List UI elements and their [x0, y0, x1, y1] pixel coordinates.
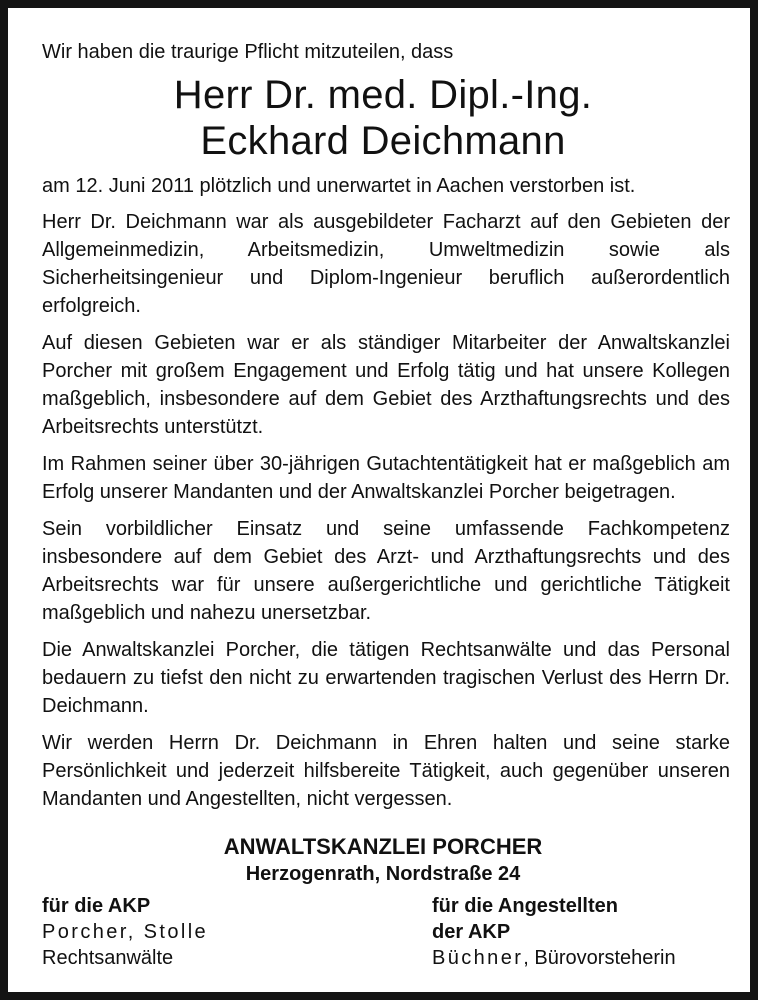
paragraph-collaboration: Auf diesen Gebieten war er als ständiger Mitarbeiter der Anwaltskanzlei Porcher mit großem Engagement und Erfolg tätig und hat unsere Kollegen maßgeblich, insbesondere auf dem Gebiet des Arzthaftungsrechts und des Arbeitsrechts unterstützt.: [42, 332, 730, 438]
paragraph-condolence: Die Anwaltskanzlei Porcher, die tätigen Rechtsanwälte und das Personal bedauern zu tiefst den nicht zu erwartenden tragischen Verlust des Herrn Dr. Deichmann.: [42, 639, 730, 717]
signature-right-line: [432, 945, 676, 971]
deceased-name-line: Eckhard Deichmann: [200, 119, 566, 163]
intro-text: Wir haben die traurige Pflicht mitzuteilen, dass: [42, 41, 454, 63]
paragraph-remembrance: Wir werden Herrn Dr. Deichmann in Ehren halten und seine starke Persönlichkeit und jederzeit hilfsbereite Tätigkeit, auch gegenüber unseren Mandanten und Angestellten, nicht vergessen.: [42, 732, 730, 810]
firm-name: ANWALTSKANZLEI PORCHER: [223, 834, 543, 859]
paragraph-expert-work: Im Rahmen seiner über 30-jährigen Gutachtentätigkeit hat er maßgeblich am Erfolg unserer Mandanten und der Anwaltskanzlei Porcher beigetragen.: [42, 453, 730, 503]
signature-left-role: Rechtsanwälte: [42, 947, 174, 969]
paragraph-expertise: Sein vorbildlicher Einsatz und seine umfassende Fachkompetenz insbesondere auf dem Gebiet des Arzt- und Arzthaftungsrechts und des Arbeitsrechts war für unsere außergerichtliche und gerichtliche Tätigkeit maßgeblich und nahezu unersetzbar.: [42, 518, 730, 624]
deceased-name: [36, 72, 730, 164]
signature-left: [42, 893, 208, 971]
signature-block: [36, 893, 730, 985]
signature-right: [432, 893, 676, 971]
death-date-line: am 12. Juni 2011 plötzlich und unerwartet in Aachen verstorben ist.: [42, 175, 636, 197]
notice-content: [36, 38, 730, 985]
signature-right-heading-line1: für die Angestellten: [432, 895, 618, 917]
firm-address: Herzogenrath, Nordstraße 24: [245, 863, 521, 885]
signature-right-name: Büchner: [432, 947, 524, 969]
paragraph-career: Herr Dr. Deichmann war als ausgebildeter Facharzt auf den Gebieten der Allgemeinmedizin, Arbeitsmedizin, Umweltmedizin sowie als Sicherheitsingenieur und Diplom-Ingenieur beruflich außerordentlich erfolgreich.: [42, 211, 730, 317]
deceased-title-line: Herr Dr. med. Dipl.-Ing.: [173, 73, 593, 117]
signature-left-heading: für die AKP: [42, 895, 151, 917]
signature-right-role: , Bürovorsteherin: [523, 947, 676, 969]
signature-left-names: Porcher, Stolle: [42, 921, 209, 943]
signature-right-heading-line2: der AKP: [432, 921, 511, 943]
